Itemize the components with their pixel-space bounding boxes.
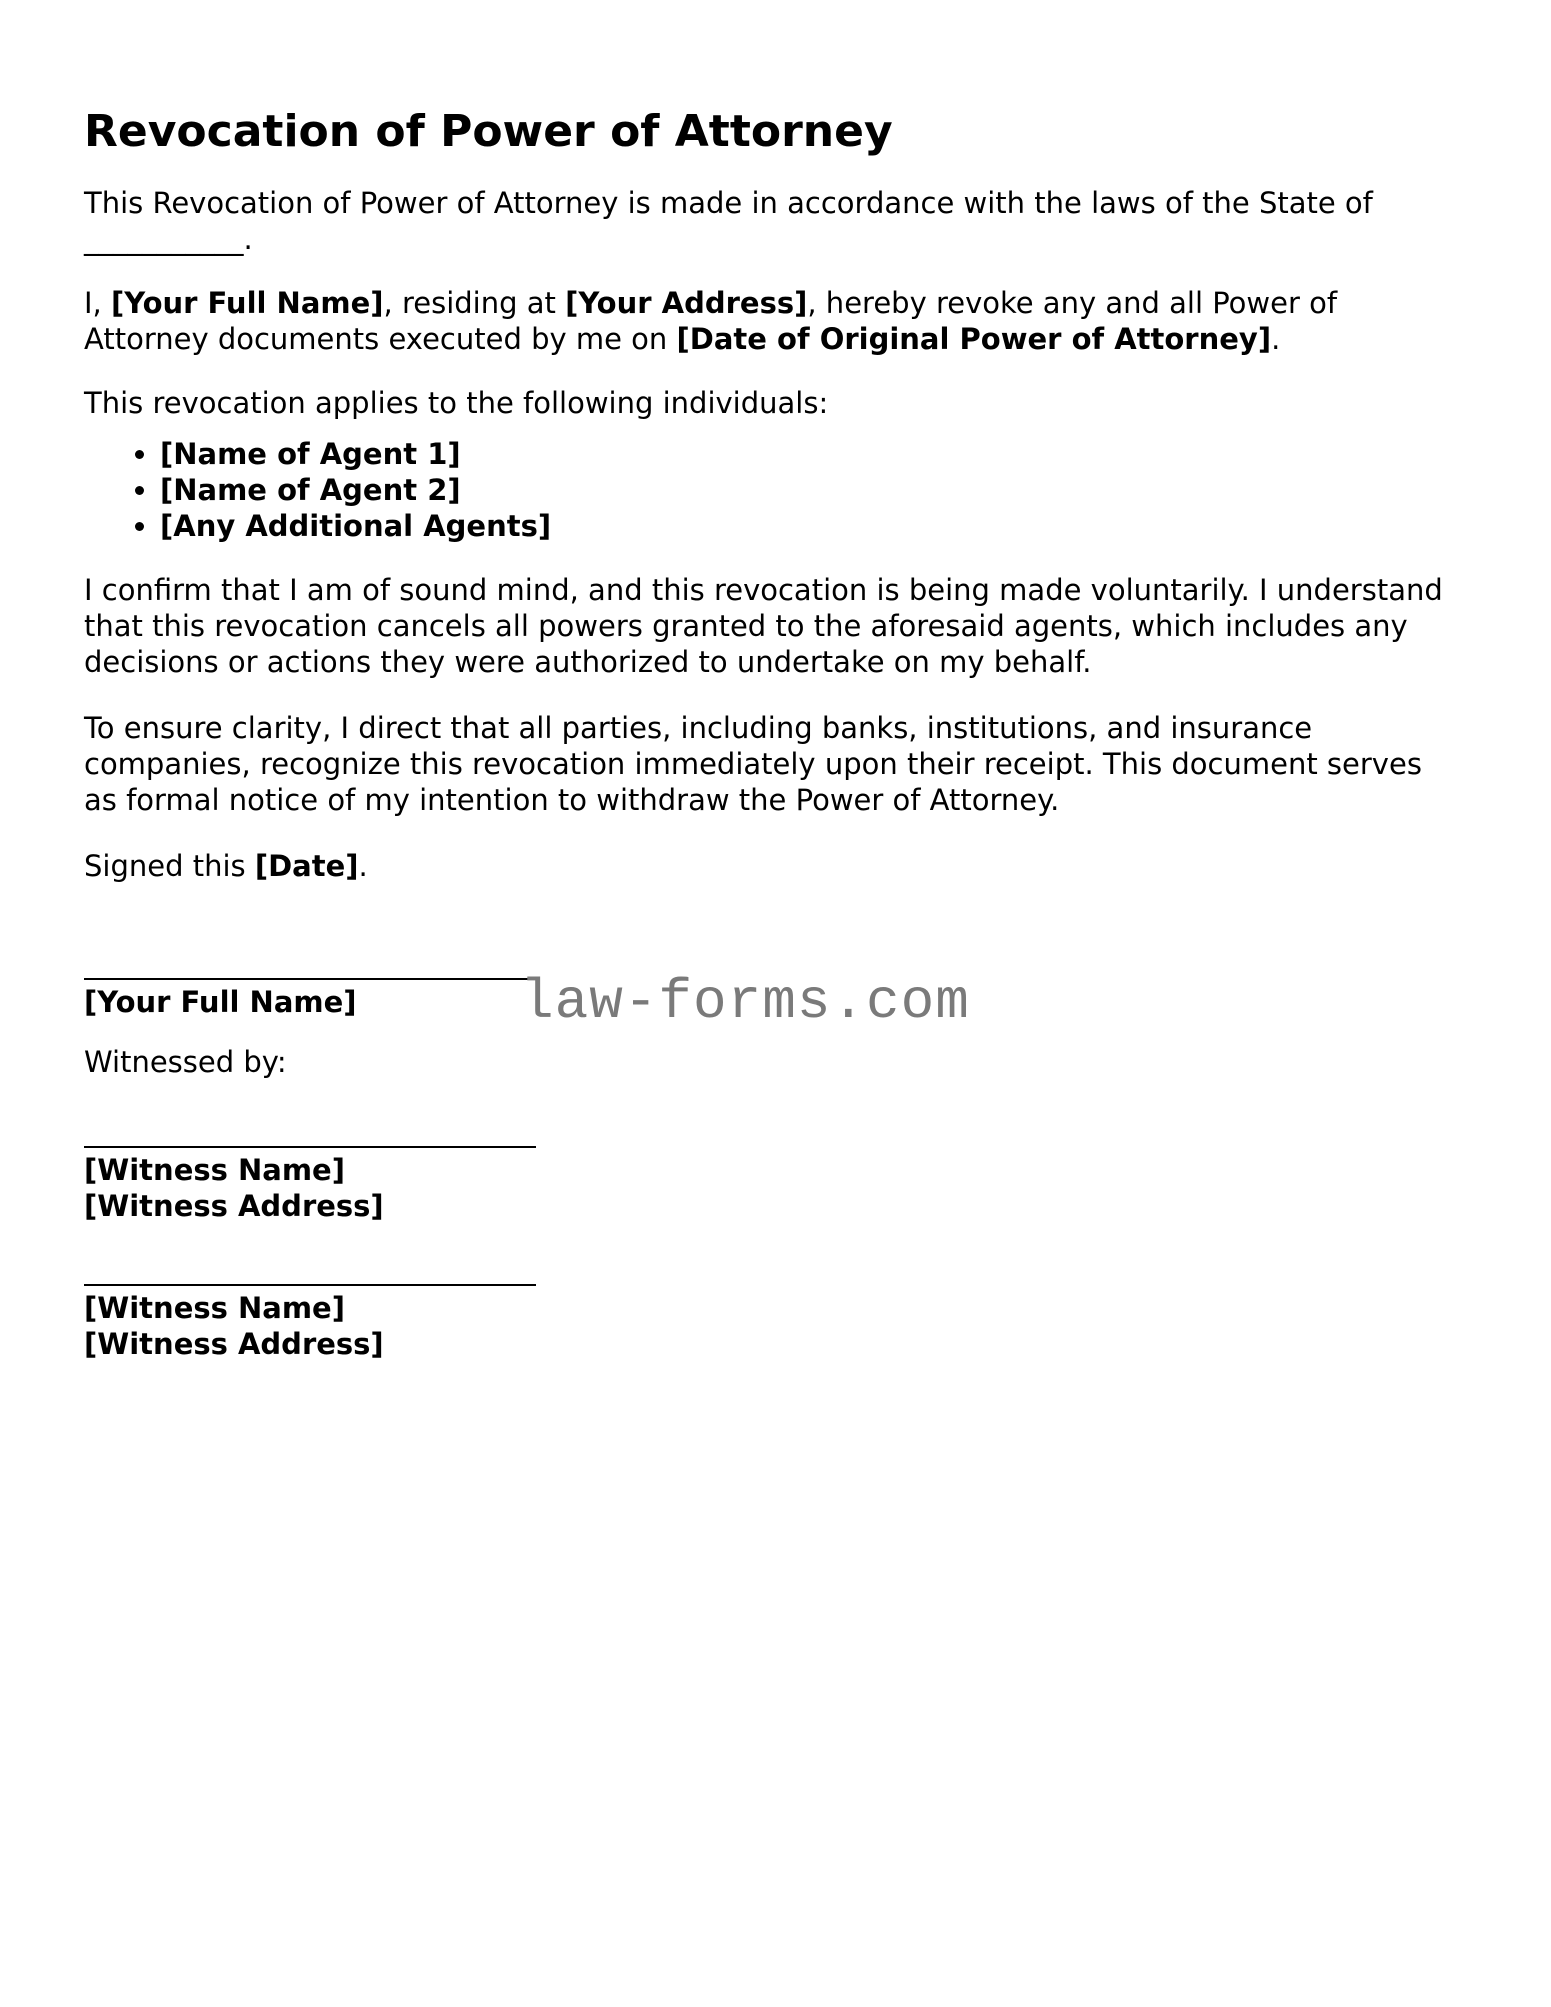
witness-block-1 bbox=[84, 1146, 536, 1224]
declaration-text: I, bbox=[84, 286, 111, 320]
signature-line bbox=[84, 978, 536, 980]
witness-block-2 bbox=[84, 1284, 536, 1362]
full-name-placeholder: [Your Full Name] bbox=[111, 286, 384, 320]
signed-text: . bbox=[358, 849, 368, 883]
applies-to-paragraph: This revocation applies to the following individuals: bbox=[84, 386, 829, 420]
witness-signature-line bbox=[84, 1146, 536, 1148]
declaration-text: . bbox=[1271, 322, 1281, 356]
agent-item: • [Any Additional Agents] bbox=[160, 508, 1474, 544]
witness-name: [Witness Name] bbox=[84, 1291, 345, 1325]
intro-text: This Revocation of Power of Attorney is made in accordance with the laws of the State of bbox=[84, 186, 1373, 220]
intro-paragraph bbox=[84, 185, 1464, 257]
clarity-paragraph: To ensure clarity, I direct that all parties, including banks, institutions, and insurance companies, recognize this revocation immediately upon their receipt. This document serves as formal notice of my intention to withdraw the Power of Attorney. bbox=[84, 711, 1422, 817]
intro-end: . bbox=[243, 222, 253, 256]
witness-name: [Witness Name] bbox=[84, 1153, 345, 1187]
state-blank: ___________ bbox=[84, 222, 244, 256]
witness-signature-line bbox=[84, 1284, 536, 1286]
declaration-text: , hereby revoke any and all Power of Attorney documents executed by me on bbox=[84, 286, 1338, 356]
declaration-paragraph bbox=[84, 285, 1464, 357]
watermark: law-forms.com bbox=[520, 970, 970, 1034]
signature-block bbox=[84, 978, 536, 1020]
signed-text: Signed this bbox=[84, 849, 255, 883]
confirmation-paragraph: I confirm that I am of sound mind, and this revocation is being made voluntarily. I understand that this revocation cancels all powers granted to the aforesaid agents, which includes any decisions or actions they were authorized to undertake on my behalf. bbox=[84, 573, 1443, 679]
signed-paragraph bbox=[84, 848, 1474, 884]
document-title: Revocation of Power of Attorney bbox=[84, 106, 893, 157]
witness-address: [Witness Address] bbox=[84, 1327, 384, 1361]
witnessed-by-label: Witnessed by: bbox=[84, 1045, 287, 1079]
agent-list bbox=[84, 436, 1474, 544]
signer-name: [Your Full Name] bbox=[84, 985, 357, 1019]
declaration-text: , residing at bbox=[383, 286, 566, 320]
address-placeholder: [Your Address] bbox=[565, 286, 808, 320]
witness-address: [Witness Address] bbox=[84, 1189, 384, 1223]
agent-item: • [Name of Agent 1] bbox=[160, 436, 1474, 472]
original-date-placeholder: [Date of Original Power of Attorney] bbox=[676, 322, 1272, 356]
date-placeholder: [Date] bbox=[254, 849, 359, 883]
agent-item: • [Name of Agent 2] bbox=[160, 472, 1474, 508]
